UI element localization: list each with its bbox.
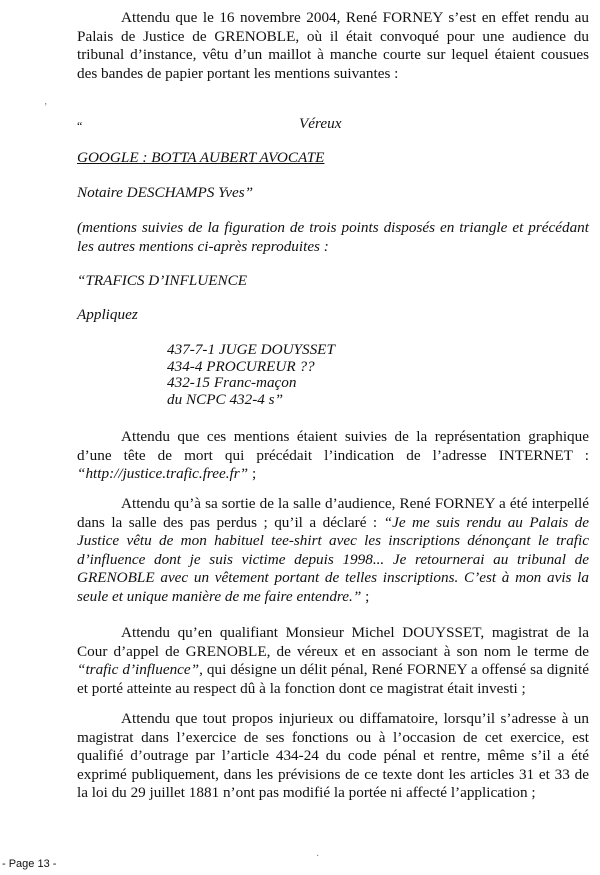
scan-mark: ʼ xyxy=(44,102,48,113)
paragraph-declaration xyxy=(77,495,589,607)
mention-vereux: Véreux xyxy=(299,115,342,132)
text-run: Attendu que ces mentions étaient suivies de la représentation graphique d’une tête de mort qui précédait l’indication de l’adresse INTERNET : xyxy=(77,428,589,464)
mentions-description: (mentions suivies de la figuration de trois points disposés en triangle et précédant les autres mentions ci-après reproduites : xyxy=(77,219,589,255)
text-run: Attendu qu’en qualifiant Monsieur Michel DOUYSSET, magistrat de la Cour d’appel de GRENOBLE, de véreux et en associant à son nom le terme de xyxy=(77,624,589,660)
mention-trafics: “TRAFICS D’INFLUENCE xyxy=(77,272,248,289)
quoted-term: “trafic d’influence” xyxy=(77,661,200,679)
page-number: - Page 13 - xyxy=(2,858,57,870)
article-list-item: 437-7-1 JUGE DOUYSSET xyxy=(167,341,335,358)
text-run: , qui désigne un délit pénal, René FORNEY a offensé sa dignité et porté atteinte au respect dû à la fonction dont ce magistrat était investi ; xyxy=(77,661,589,697)
mention-notaire: Notaire DESCHAMPS Yves” xyxy=(77,184,254,201)
scan-mark: · xyxy=(316,851,320,862)
paragraph-outrage: Attendu que tout propos injurieux ou diffamatoire, lorsqu’il s’adresse à un magistrat dans l’exercice de ses fonctions ou à l’occasion de cet exercice, est qualifié d’outrage par l’article 434-24 du code pénal et rentre, même s’il a été exprimé publiquement, dans les prévisions de ce texte dont les articles 31 et 33 de la loi du 29 juillet 1881 n’ont pas modifié la portée ni affecté l’application ; xyxy=(77,710,589,802)
article-list xyxy=(167,342,335,408)
text-run: ; xyxy=(248,465,257,483)
mention-google: GOOGLE : BOTTA AUBERT AVOCATE xyxy=(77,149,325,166)
article-list-item: 432-15 Franc-maçon xyxy=(167,374,297,392)
text-run: Attendu qu’à sa sortie de la salle d’audience, René FORNEY a été interpellé dans la salle des pas perdus ; qu’il a déclaré : xyxy=(77,495,589,531)
internet-address: “http://justice.trafic.free.fr” xyxy=(77,465,249,483)
quoted-declaration: “Je me suis rendu au Palais de Justice vêtu de mon habituel tee-shirt avec les inscriptions dénonçant le trafic d’influence dont je suis victime depuis 1998... Je retournerai au tribunal de GRENOBLE avec un vêtement portant de telles inscriptions. C’est à mon avis la seule et unique manière de me faire entendre.” xyxy=(77,513,589,605)
paragraph-intro: Attendu que le 16 novembre 2004, René FORNEY s’est en effet rendu au Palais de Justice de GRENOBLE, où il était convoqué pour une audience du tribunal d’instance, vêtu d’un maillot à manche courte sur lequel étaient cousues des bandes de papier portant les mentions suivantes : xyxy=(77,9,589,82)
paragraph-skull xyxy=(77,428,589,484)
mention-appliquez: Appliquez xyxy=(77,306,138,323)
text-run: ; xyxy=(361,587,370,605)
article-list-item: du NCPC 432-4 s” xyxy=(167,390,284,408)
article-list-item: 434-4 PROCUREUR ?? xyxy=(167,357,315,375)
opening-quote: “ xyxy=(77,119,83,133)
paragraph-qualification xyxy=(77,624,589,698)
